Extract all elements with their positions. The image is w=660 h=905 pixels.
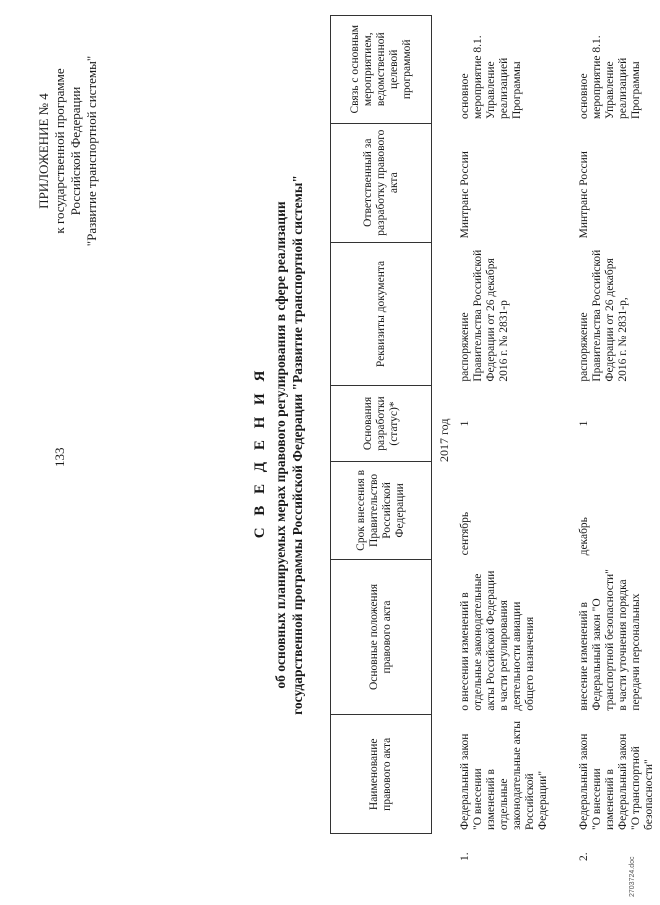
header-responsible: Ответственный за разработку правового акта: [331, 123, 432, 242]
appendix-line: "Развитие транспортной системы": [84, 55, 99, 247]
row-link: основное мероприятие 8.1. Управление реализацией Программы: [578, 35, 642, 120]
subtitle-line: государственной программы Российской Федерации "Развитие транспортной системы": [290, 175, 305, 715]
row-details: распоряжение Правительства Российской Федерации от 26 декабря 2016 г. № 2831-р,: [578, 249, 629, 382]
row-basis: 1: [578, 420, 590, 427]
row-responsible: Минтранс России: [578, 151, 590, 239]
year-label: 2017 год: [437, 418, 451, 462]
header-deadline: Срок внесения в Правительство Российской Федерации: [331, 461, 432, 559]
document-title: С В Е Д Е Н И Я: [252, 366, 268, 539]
appendix-line: ПРИЛОЖЕНИЕ № 4: [36, 93, 51, 209]
header-details: Реквизиты документа: [331, 242, 432, 385]
row-basis: 1: [459, 420, 471, 427]
page-number: 133: [52, 447, 67, 467]
row-num: 2.: [578, 852, 590, 861]
appendix-line: к государственной программе: [52, 68, 67, 234]
header-link: Связь с основным мероприятием, ведомственной целевой программой: [331, 16, 432, 124]
header-name: Наименование правового акта: [331, 715, 432, 834]
row-num: 1.: [459, 852, 471, 861]
row-deadline: декабрь: [578, 517, 590, 556]
appendix-header: [36, 36, 100, 266]
table-row: [455, 16, 554, 866]
measures-table: [330, 15, 660, 865]
row-link: основное мероприятие 8.1. Управление реализацией Программы: [459, 35, 523, 120]
appendix-line: Российской Федерации: [68, 86, 83, 216]
subtitle-line: об основных планируемых мерах правового регулирования в сфере реализации: [273, 201, 288, 689]
document-subtitle: [272, 45, 306, 845]
table-header-row: [331, 16, 432, 866]
year-row: [432, 16, 456, 866]
header-num: [331, 834, 432, 865]
row-name: Федеральный закон "О внесении изменений в отдельные законодательные акты Российской Федерации": [459, 721, 549, 830]
table-row: [554, 16, 660, 866]
file-footer: 2703724.doc: [629, 856, 636, 897]
row-details: распоряжение Правительства Российской Федерации от 26 декабря 2016 г. № 2831-р: [459, 249, 510, 382]
row-responsible: Минтранс России: [459, 151, 471, 239]
row-provisions: внесение изменений в Федеральный закон "О транспортной безопасности" в части уточнения порядка передачи персональных: [578, 569, 642, 711]
row-deadline: сентябрь: [459, 511, 471, 556]
row-provisions: о внесении изменений в отдельные законодательные акты Российской Федерации в части регулирования деятельности авиации общего назначения: [459, 570, 536, 711]
row-name: Федеральный закон "О внесении изменений в Федеральный закон "О транспортной безопасности": [578, 733, 655, 830]
header-provisions: Основные положения правового акта: [331, 559, 432, 714]
header-basis: Основания разработки (статус)*: [331, 386, 432, 462]
